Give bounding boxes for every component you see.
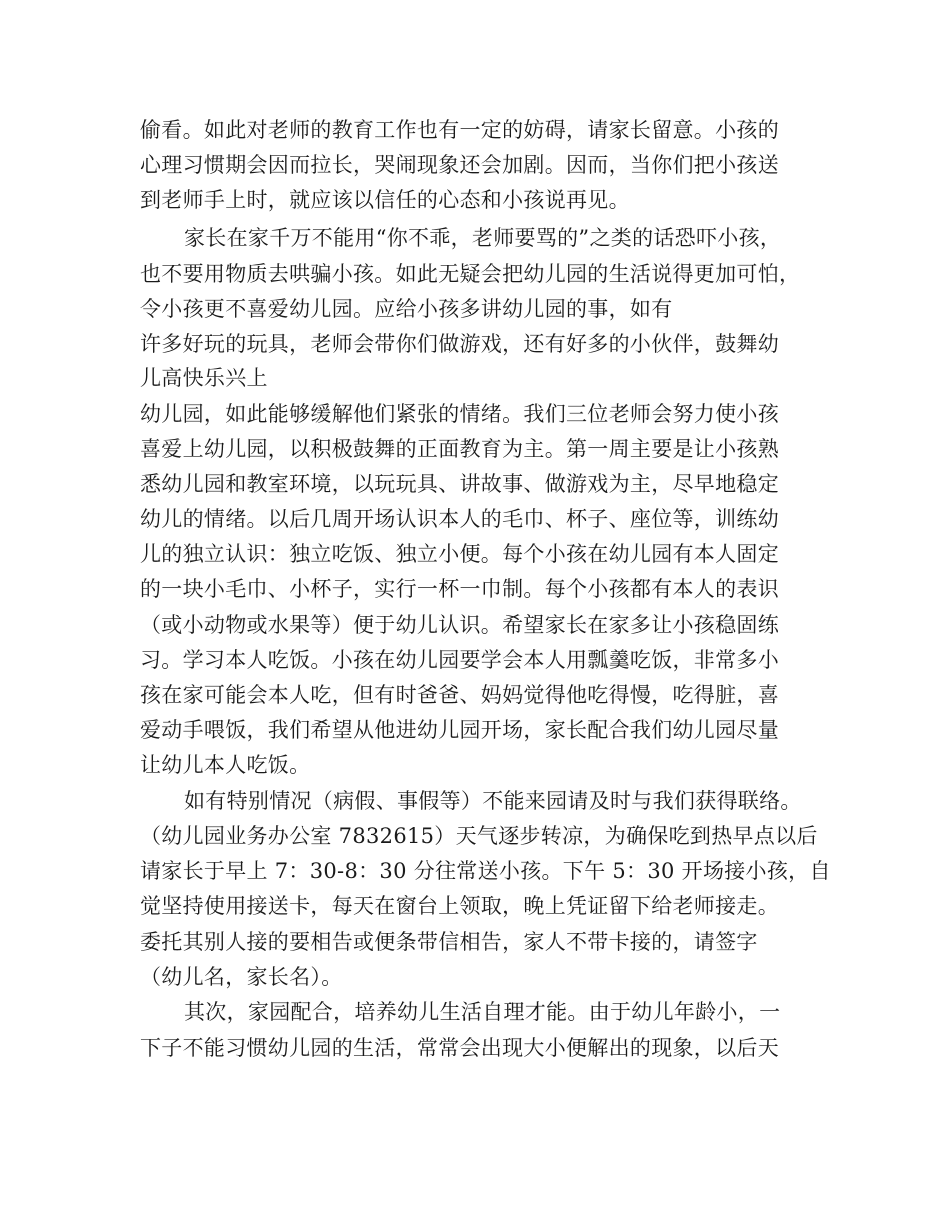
text-line-22: 请家长于早上 7：30-8：30 分往常送小孩。下午 5：30 开场接小孩，自 [140, 859, 831, 883]
text-line-26: 其次，家园配合，培养幼儿生活自理才能。由于幼儿年龄小，一 [184, 1000, 781, 1024]
text-line-20: 如有特别情况（病假、事假等）不能来园请及时与我们获得联络。 [184, 789, 802, 813]
text-line-15: （或小动物或水果等）便于幼儿认识。希望家长在家多让小孩稳固练 [140, 613, 779, 637]
text-line-11: 悉幼儿园和教室环境，以玩玩具、讲故事、做游戏为主，尽早地稳定 [140, 472, 779, 496]
text-line-2: 心理习惯期会因而拉长，哭闹现象还会加剧。因而，当你们把小孩送 [140, 153, 779, 177]
text-line-9: 幼儿园，如此能够缓解他们紧张的情绪。我们三位老师会努力使小孩 [140, 402, 779, 426]
text-line-27: 下子不能习惯幼儿园的生活，常常会出现大小便解出的现象，以后天 [140, 1036, 779, 1060]
text-line-3: 到老师手上时，就应该以信任的心态和小孩说再见。 [140, 188, 630, 212]
text-line-23: 觉坚持使用接送卡，每天在窗台上领取，晚上凭证留下给老师接走。 [140, 894, 779, 918]
text-line-24: 委托其别人接的要相告或便条带信相告，家人不带卡接的，请签字 [140, 930, 758, 954]
text-line-8: 儿高快乐兴上 [140, 366, 268, 390]
text-line-7: 许多好玩的玩具，老师会带你们做游戏，还有好多的小伙伴，鼓舞幼 [140, 332, 779, 356]
text-line-21: （幼儿园业务办公室 7832615）天气逐步转凉，为确保吃到热早点以后 [140, 824, 818, 848]
text-line-14: 的一块小毛巾、小杯子，实行一杯一巾制。每个小孩都有本人的表识 [140, 577, 779, 601]
text-line-17: 孩在家可能会本人吃，但有时爸爸、妈妈觉得他吃得慢，吃得脏，喜 [140, 683, 779, 707]
text-line-25: （幼儿名，家长名）。 [140, 965, 343, 989]
text-line-19: 让幼儿本人吃饭。 [140, 753, 311, 777]
text-line-6: 令小孩更不喜爱幼儿园。应给小孩多讲幼儿园的事，如有 [140, 297, 673, 321]
text-line-18: 爱动手喂饭，我们希望从他进幼儿园开场，家长配合我们幼儿园尽量 [140, 718, 779, 742]
text-line-4: 家长在家千万不能用“你不乖，老师要骂的”之类的话恐吓小孩， [184, 226, 782, 250]
text-line-5: 也不要用物质去哄骗小孩。如此无疑会把幼儿园的生活说得更加可怕， [140, 262, 801, 286]
text-line-12: 幼儿的情绪。以后几周开场认识本人的毛巾、杯子、座位等，训练幼 [140, 507, 779, 531]
text-line-13: 儿的独立认识：独立吃饭、独立小便。每个小孩在幼儿园有本人固定 [140, 542, 779, 566]
text-line-1: 偷看。如此对老师的教育工作也有一定的妨碍，请家长留意。小孩的 [140, 118, 779, 142]
text-line-10: 喜爱上幼儿园，以积极鼓舞的正面教育为主。第一周主要是让小孩熟 [140, 437, 779, 461]
text-line-16: 习。学习本人吃饭。小孩在幼儿园要学会本人用瓢羹吃饭，非常多小 [140, 648, 779, 672]
